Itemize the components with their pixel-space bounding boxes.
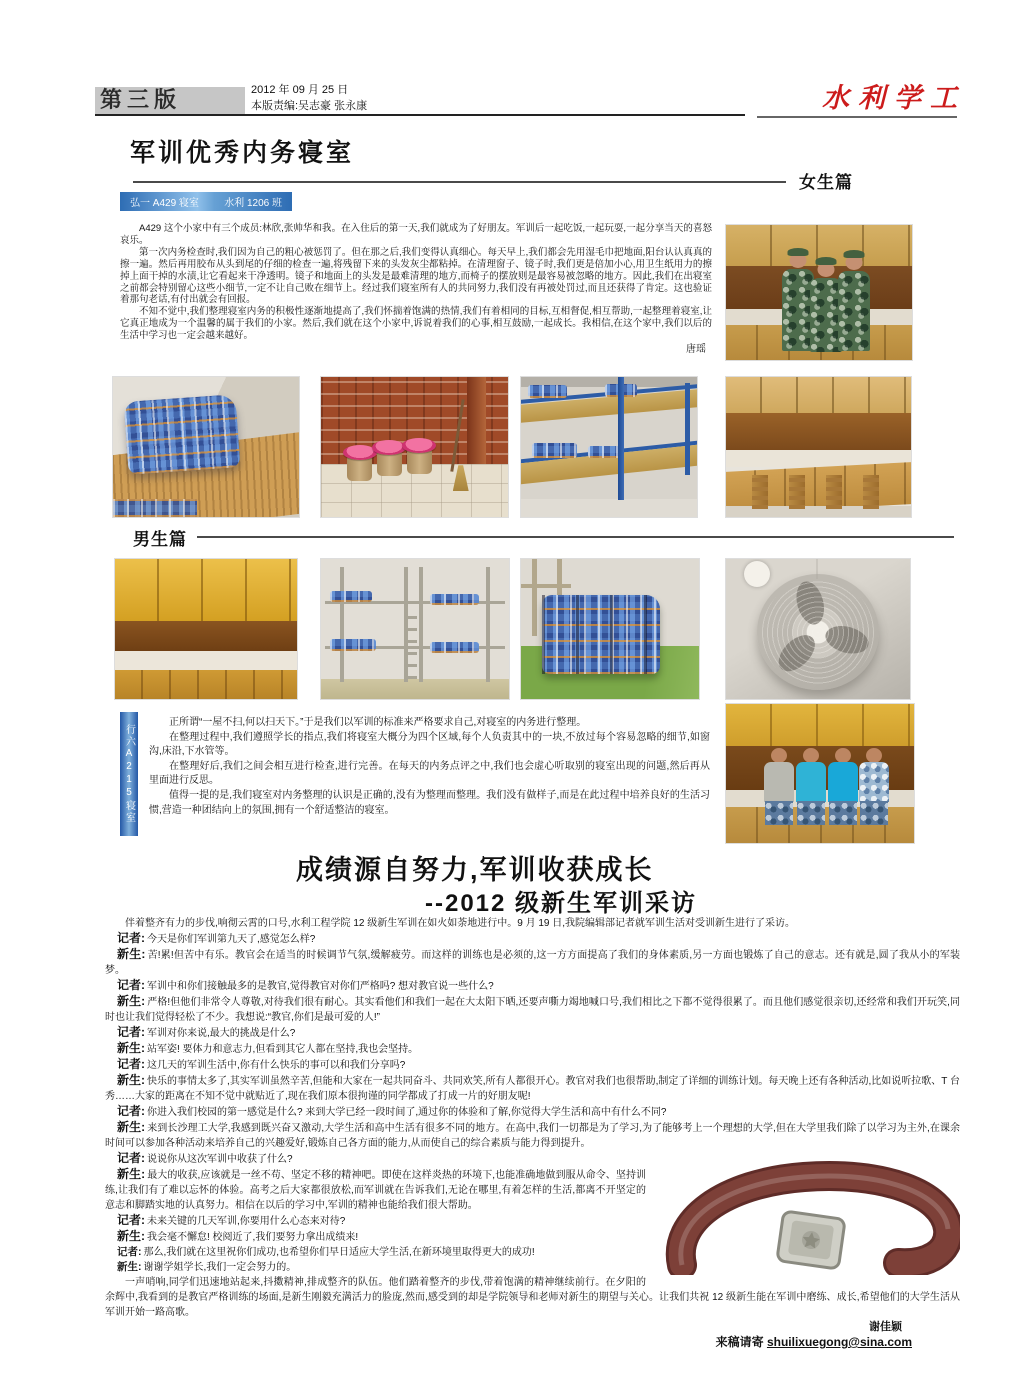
girls-paragraph: A429 这个小家中有三个成员:林欣,张帅华和我。在入住后的第一天,我们就成为了好朋友。军训后一起吃饭,一起玩耍,一起分享当天的喜怒哀乐。: [120, 223, 712, 246]
photo-layer: [419, 567, 423, 682]
photo-layer: [752, 475, 768, 509]
page-number-label: 第三版: [95, 87, 245, 114]
photo-layer: [532, 443, 578, 458]
photo-layer: [863, 475, 879, 509]
qa-line: [105, 1120, 960, 1151]
photo-metal-bunk: [320, 558, 510, 700]
photo-layer: [115, 559, 297, 621]
boys-section-label: 男生篇: [133, 530, 187, 549]
qa-text: 严格!但他们非常令人尊敬,对待我们很有耐心。其实看他们和我们一起在大太阳下晒,还要声嘶力竭地喊口号,我们相比之下都不觉得很累了。而且他们感觉很亲切,还经常和我们开玩笑,同时也让我们觉得轻松了不少。我想说:“教官,你们是最可爱的人!”: [105, 997, 961, 1023]
photo-layer: [124, 394, 240, 474]
section1-title: 军训优秀内务寝室: [130, 139, 355, 167]
girl-figure: [838, 271, 870, 351]
photo-layer: [330, 639, 375, 652]
speaker-label: 新生:: [117, 947, 146, 961]
photo-folded-quilt: [112, 376, 300, 518]
speaker-label: 记者:: [117, 1057, 145, 1071]
qa-line: [105, 1025, 960, 1041]
issue-date: 2012 年 09 月 25 日: [251, 84, 349, 96]
photo-layer: [330, 591, 371, 602]
girls-class-name: 水利 1206 班: [224, 198, 282, 209]
speaker-label: 记者:: [117, 1213, 145, 1227]
girls-section-label: 女生篇: [799, 173, 853, 192]
qa-line: [105, 978, 960, 994]
interview-article: [105, 916, 960, 1350]
paper-name: 水利学工: [822, 83, 966, 114]
qa-text: 军训中和你们接触最多的是教官,觉得教官对你们严格吗? 想对教官说一些什么?: [147, 981, 494, 992]
boys-paragraph: 在整理过程中,我们遵照学长的指点,我们将寝室大概分为四个区域,每个人负责其中的一块,不放过每个容易忽略的细节,如窗沟,床沿,下水管等。: [149, 731, 710, 758]
boys-paragraph: 在整理好后,我们之间会相互进行检查,进行完善。在每天的内务点评之中,我们也会虚心听取别的寝室出现的问题,然后再从里面进行反思。: [149, 760, 710, 787]
girls-paragraph: 第一次内务检查时,我们因为自己的粗心被惩罚了。但在那之后,我们变得认真细心。每天早上,我们都会先用湿毛巾把地面,阳台认认真真的擦一遍。然后再用胶布从头到尾的仔细的检查一遍,将残留下来的头发灰尘都粘掉。在清理窗子、镜子时,我们更是倍加小心,用卫生纸用力的擦掉上面干掉的水渍,让它看起来干净透明。镜子和地面上的头发是最难清理的地方,而椅子的摆放则是最容易被忽略的地方。因此,我们在出寝室之前都会特别留心这些小细节,一定不让自己败在细节上。经过我们寝室所有人的共同努力,我们没有再被处罚过,而且还获得了肯定。这也验证着那句老话,有付出就会有回报。: [120, 246, 712, 306]
photo-layer: [726, 413, 911, 449]
qa-text: 谢谢学姐学长,我们一定会努力的。: [143, 1262, 297, 1273]
qa-text: 今天是你们军训第九天了,感觉怎么样?: [147, 934, 316, 945]
qa-line: [105, 1057, 960, 1073]
qa-line: [105, 1041, 960, 1057]
belt-illustration: [660, 1153, 960, 1275]
photo-layer: [115, 651, 297, 669]
qa-text: 说说你从这次军训中收获了什么?: [147, 1154, 293, 1165]
submission-label: 来稿请寄: [715, 1335, 764, 1349]
photo-layer: [618, 377, 624, 500]
photo-layer: [789, 475, 805, 509]
speaker-label: 新生:: [117, 1073, 146, 1087]
qa-text: 站军姿! 要体力和意志力,但看到其它人都在坚持,我也会坚持。: [147, 1044, 419, 1055]
girls-paragraph: 不知不觉中,我们整理寝室内务的积极性逐渐地提高了,我们怀揣着饱满的热情,我们有着相同的目标,互相督促,相互帮助,一起整理着寝室,让它真正地成为一个温馨的属于我们的小家。然后,我们就在这个小家中,诉说着我们的心事,相互鼓励,一起成长。我相信,在这个家中,我们以后的生活中学习也一定会越来越好。: [120, 306, 712, 342]
qa-line: [105, 931, 960, 947]
qa-text: 苦!累!但苦中有乐。教官会在适当的时候调节气氛,缓解疲劳。而这样的训练也是必须的,这一方方面提高了我们的身体素质,另一方面也锻炼了自己的意志。还有就是,圆了我从小的军装梦。: [105, 950, 961, 976]
photo-layer: [402, 438, 436, 453]
speaker-label: 记者:: [117, 978, 145, 992]
photo-layer: [826, 475, 842, 509]
interview-closing: 一声哨响,同学们迅速地站起来,抖擞精神,排成整齐的队伍。他们踏着整齐的步伐,带着饱满的精神继续前行。在夕阳的余辉中,我看到的是教官严格训练的场面,是新生刚毅充满活力的脸庞,然而,感受到的却是学院领导和老师对新生的期望与关心。让我们共祝 12 级新生能在军训中磨练、成长,希望他们的大学生活从军训开始一路高歌。: [105, 1277, 960, 1318]
qa-text: 你进入我们校园的第一感觉是什么? 来到大学已经一段时间了,通过你的体验和了解,你觉得大学生活和高中有什么不同?: [147, 1107, 667, 1118]
girls-room-name: 弘一 A429 寝室: [130, 198, 199, 209]
photo-layer: [115, 621, 297, 652]
photo-boys-group: [725, 703, 915, 844]
qa-text: 未来关键的几天军训,你要用什么心态来对待?: [147, 1216, 346, 1227]
speaker-label: 记者:: [117, 1025, 145, 1039]
girls-room-badge: [120, 192, 292, 211]
photo-layer: [521, 584, 571, 588]
interview-intro: 伴着整齐有力的步伐,响彻云霄的口号,水利工程学院 12 级新生军训在如火如荼地进行中。9 月 19 日,我院编辑部记者就军训生活对受训新生进行了采访。: [125, 918, 796, 929]
photo-belt: [660, 1153, 960, 1275]
photo-layer: [406, 607, 417, 680]
girls-divider-rule: [133, 181, 786, 183]
qa-text: 这几天的军训生活中,你有什么快乐的事可以和我们分享吗?: [147, 1060, 406, 1071]
speaker-label: 记者:: [117, 1246, 142, 1258]
speaker-label: 新生:: [117, 994, 146, 1008]
girls-article: [120, 223, 712, 356]
fan-icon: [757, 574, 879, 690]
photo-layer: [115, 670, 297, 699]
photo-layer: [486, 567, 490, 682]
submission-email-link[interactable]: shuilixuegong@sina.com: [766, 1335, 912, 1349]
photo-basins: [320, 376, 509, 518]
photo-golden-wardrobe: [114, 558, 298, 700]
qa-text: 军训对你来说,最大的挑战是什么?: [147, 1028, 296, 1039]
qa-line: [105, 994, 960, 1025]
photo-layer: [823, 622, 872, 659]
girls-author-signature: 唐瑶: [686, 344, 706, 356]
interview-author-signature: 谢佳颖: [869, 1321, 902, 1333]
boys-divider-rule: [197, 536, 954, 538]
submission-contact: [105, 1335, 960, 1350]
speaker-label: 新生:: [117, 1261, 142, 1273]
photo-layer: [343, 445, 377, 460]
photo-girls-group: [725, 224, 913, 361]
photo-layer: [528, 385, 567, 398]
section2-title-line2: --2012 级新生军训采访: [425, 890, 698, 917]
photo-layer: [113, 499, 197, 517]
photo-desks: [725, 376, 912, 518]
photo-layer: [772, 629, 821, 678]
photo-layer: [467, 377, 486, 467]
speaker-label: 记者:: [117, 1104, 145, 1118]
speaker-label: 新生:: [117, 1167, 146, 1181]
photo-blue-bunk: [520, 376, 698, 518]
photo-layer: [792, 579, 829, 628]
speaker-label: 新生:: [117, 1041, 145, 1055]
photo-layer: [321, 679, 509, 699]
girl-figure: [810, 278, 842, 352]
boys-article: [149, 716, 710, 818]
boy-figure: [859, 749, 889, 833]
boys-room-badge: 行六A215寝室: [120, 712, 138, 836]
masthead-rule-left: [95, 114, 745, 116]
qa-text: 那么,我们就在这里祝你们成功,也希望你们早日适应大学生活,在新环境里取得更大的成功!: [143, 1247, 535, 1258]
photo-layer: [532, 559, 537, 636]
photo-layer: [521, 499, 697, 517]
photo-wall-fan: [725, 558, 911, 700]
boys-paragraph: 值得一提的是,我们寝室对内务整理的认识是正确的,没有为整理而整理。我们没有做样子,而是在此过程中培养良好的生活习惯,营造一种团结向上的氛围,拥有一个舒适整洁的寝室。: [149, 789, 710, 816]
editors-line: 本版责编:吴志豪 张永康: [251, 100, 368, 112]
photo-quilt-stack: [520, 558, 700, 700]
photo-layer: [340, 567, 344, 682]
masthead-rule-right: [757, 116, 957, 118]
speaker-label: 记者:: [117, 1151, 145, 1165]
qa-line: [105, 1073, 960, 1104]
section2-title-line1: 成绩源自努力,军训收获成长: [296, 855, 654, 885]
photo-layer: [430, 594, 479, 605]
speaker-label: 记者:: [117, 931, 145, 945]
photo-layer: [726, 377, 911, 413]
photo-layer: [744, 561, 770, 587]
qa-text: 我会毫不懈怠! 校阅近了,我们要努力拿出成绩来!: [147, 1232, 359, 1243]
speaker-label: 新生:: [117, 1229, 145, 1243]
girl-figure: [782, 269, 814, 351]
qa-text: 来到长沙理工大学,我感到既兴奋又激动,大学生活和高中生活有很多不同的地方。在高中,我们一切都是为了学习,为了能够考上一个理想的大学,但在大学里我们除了以学习为主外,在课余时间可以参加各种活动来培养自己的兴趣爱好,锻炼自己各方面的能力,从而使自己的综合素质与能力得到提升。: [105, 1123, 961, 1149]
boys-paragraph: 正所谓“一屋不扫,何以扫天下。”于是我们以军训的标准来严格要求自己,对寝室的内务进行整理。: [169, 717, 587, 728]
photo-layer: [430, 642, 479, 653]
qa-line: [105, 1104, 960, 1120]
qa-text: 最大的收获,应该就是一丝不苟、坚定不移的精神吧。即使在这样炎热的环境下,也能准确地做到服从命令、坚持训练,让我们有了难以忘怀的体验。高考之后大家都很放松,而军训就在告诉我们,无论在哪里,有着怎样的生活,都离不开坚定的意志和脚踏实地的认真努力。相信在以后的学习中,军训的精神也能给我们很大帮助。: [105, 1170, 647, 1211]
boy-figure: [828, 749, 858, 833]
qa-text: 快乐的事情太多了,其实军训虽然辛苦,但能和大家在一起共同奋斗、共同欢笑,所有人都很开心。教官对我们也很帮助,制定了详细的训练计划。每天晚上还有各种活动,比如说听拉歌、T 台秀……大家的距离在不知不觉中就贴近了,现在我们原本很拘谨的同学都成了打成一片的好朋友呢!: [105, 1076, 960, 1102]
speaker-label: 新生:: [117, 1120, 146, 1134]
qa-line: [105, 947, 960, 978]
photo-layer: [685, 383, 690, 475]
photo-layer: [542, 595, 659, 673]
boy-figure: [796, 749, 826, 833]
photo-layer: [407, 450, 432, 474]
photo-layer: [377, 452, 402, 476]
boy-figure: [764, 749, 794, 833]
photo-layer: [347, 457, 372, 481]
photo-layer: [726, 704, 914, 746]
